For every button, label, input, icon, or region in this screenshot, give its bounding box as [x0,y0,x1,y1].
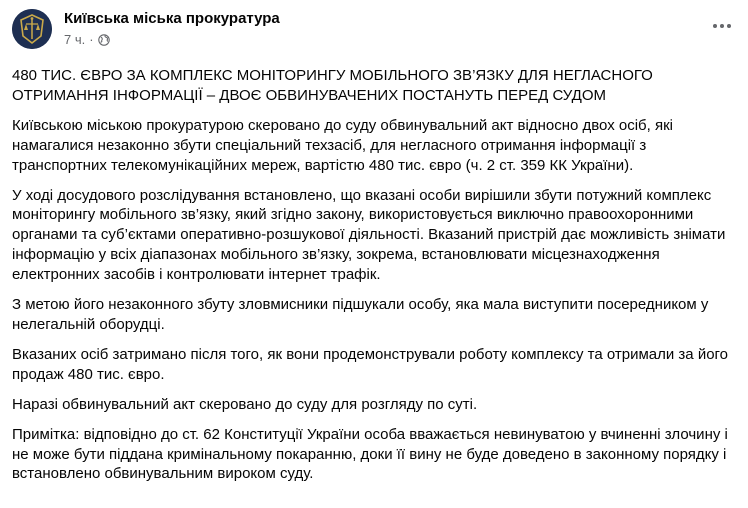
post-timestamp[interactable]: 7 ч. [64,32,86,47]
post-headline: 480 ТИС. ЄВРО ЗА КОМПЛЕКС МОНІТОРИНГУ МОБІЛЬНОГО ЗВ’ЯЗКУ ДЛЯ НЕГЛАСНОГО ОТРИМАННЯ ІНФОРМАЦІЇ – ДВОЄ ОБВИНУВАЧЕНИХ ПОСТАНУТЬ ПЕРЕД СУДОМ [12,67,653,104]
post-paragraph: Київською міською прокуратурою скеровано до суду обвинувальний акт відносно двох осіб, які намагалися незаконно збути спеціальний техзасіб, для негласного отримання інформації з транспортних телекомунікаційних мереж, вартістю 480 тис. євро (ч. 2 ст. 359 КК України). [12,116,673,174]
post-paragraph: У ході досудового розслідування встановлено, що вказані особи вирішили збути потужний комплекс моніторингу мобільного зв’язку, який згідно закону, використовується виключно правоохоронними органами та суб’єктами оперативно-розшукової діяльності. Вказаний пристрій дає можливість знімати інформацію у всіх діапазонах мобільного зв’язку, зокрема, встановлювати місцезнаходження електронних засобів і контролювати інтернет трафік. [12,186,726,284]
post-text [12,66,736,494]
post-header [0,0,748,60]
page-name-link[interactable]: Київська міська прокуратура [64,10,280,27]
more-options-button[interactable] [708,12,736,40]
meta-separator: · [89,32,94,47]
globe-icon[interactable] [98,34,110,46]
post-paragraph: З метою його незаконного збуту зловмисники підшукали особу, яка мала виступити посередником у нелегальній оборудці. [12,296,709,333]
prosecutor-emblem-icon [12,9,52,49]
post-meta [64,32,110,48]
page-avatar[interactable] [12,9,52,49]
post-paragraph: Наразі обвинувальний акт скеровано до суду для розгляду по суті. [12,395,478,413]
more-horizontal-icon [712,23,732,29]
post-note: Примітка: відповідно до ст. 62 Конституції України особа вважається невинуватою у вчиненні злочину і не може бути піддана кримінальному покаранню, доки її вину не буде доведено в законному порядку і встановлено обвинувальним вироком суду. [12,425,728,483]
post-paragraph: Вказаних осіб затримано після того, як вони продемонстрували роботу комплексу та отримали за його продаж 480 тис. євро. [12,345,729,383]
